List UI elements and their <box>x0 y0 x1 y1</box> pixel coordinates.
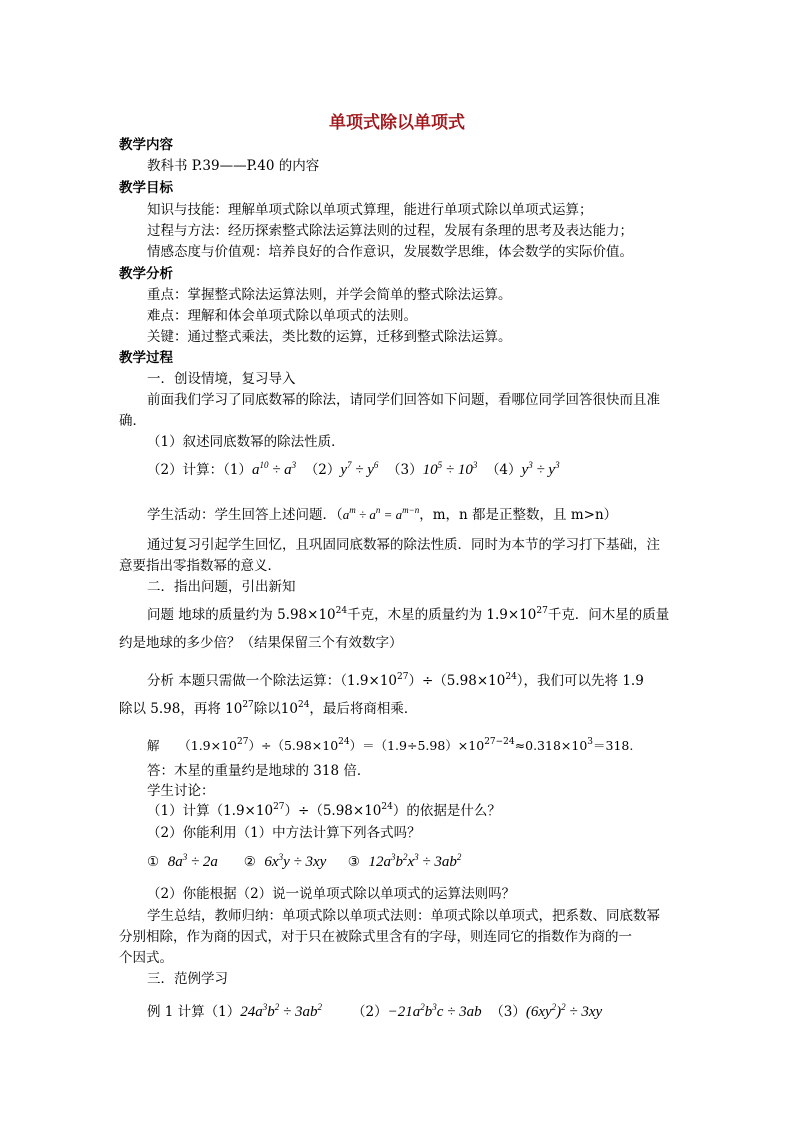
discussion-item-three: （2）你能根据（2）说一说单项式除以单项式的运算法则吗？ <box>147 886 516 902</box>
problem-text <box>147 606 669 624</box>
analysis-part: ）÷（5.98×10 <box>408 673 506 689</box>
summary-line-cont: 个因式。 <box>119 950 173 966</box>
problem-part: 千克．问木星的质量 <box>547 607 670 623</box>
intro-paragraph-cont: 确． <box>119 413 146 429</box>
problem-part: 问题 地球的质量约为 5.98×10 <box>147 607 336 623</box>
discussion-title: 学生讨论： <box>147 783 215 799</box>
intro-paragraph: 前面我们学习了同底数幂的除法，请同学们回答如下问题，看哪位同学回答很快而且准 <box>147 392 660 408</box>
discussion-part: （1）计算（1.9×10 <box>147 803 274 819</box>
math-expression: $y^3 \div y^3$ <box>521 460 560 478</box>
discussion-part: ）的依据是什么？ <box>392 803 501 819</box>
page-title: 单项式除以单项式 <box>329 113 465 133</box>
math-expression: $12a^3b^2x^3 \div 3ab^2$ <box>368 852 462 870</box>
heading-process: 教学过程 <box>119 350 173 366</box>
summary-line-cont: 分别相除，作为商的因式，对于只在被除式里含有的字母，则连同它的指数作为商的一 <box>119 929 632 945</box>
exponent: 27 <box>273 802 285 812</box>
student-activity-text: 学生活动：学生回答上述问题．（ <box>147 507 343 523</box>
problem-text-cont: 约是地球的多少倍？（结果保留三个有效数字） <box>119 635 403 651</box>
exponent: 27 <box>237 737 249 747</box>
math-expression: $24a^3b^2 \div 3ab^2$ <box>240 1002 322 1020</box>
math-expression: $y^7 \div y^6$ <box>340 460 379 478</box>
math-expression: $a^m \div a^n = a^{m-n}$ <box>342 505 420 522</box>
analysis-item: 难点：理解和体会单项式除以单项式的法则。 <box>147 308 417 324</box>
solution-part: ）÷（5.98×10 <box>248 738 339 753</box>
goal-item: 知识与技能：理解单项式除以单项式算理，能进行单项式除以单项式运算； <box>147 202 593 218</box>
exponent: 24 <box>505 672 517 682</box>
heading-analysis: 教学分析 <box>119 266 173 282</box>
circle-number: ③ <box>347 854 360 870</box>
example-part-label: （2） <box>352 1004 388 1020</box>
math-expression: $8a^3 \div 2a$ <box>167 852 218 870</box>
section-two-title: 二．指出问题，引出新知 <box>147 579 296 595</box>
review-paragraph-cont: 意要指出零指数幂的意义． <box>119 558 281 574</box>
exponent: 24 <box>381 802 393 812</box>
math-expression: $(6xy^2)^2 \div 3xy$ <box>525 1002 603 1020</box>
discussion-item-two: （2）你能利用（1）中方法计算下列各式吗？ <box>147 825 421 841</box>
goal-item: 过程与方法：经历探索整式除法运算法则的过程，发展有条理的思考及表达能力； <box>147 223 633 239</box>
question-two <box>147 461 560 479</box>
exponent: 3 <box>587 737 594 747</box>
solution-part: ）＝（1.9÷5.98）×10 <box>349 738 485 753</box>
math-expression: $-21a^2b^3c \div 3ab$ <box>387 1002 482 1020</box>
analysis-part: ），我们可以先将 1.9 <box>516 673 644 689</box>
discussion-part: ）÷（5.98×10 <box>284 803 382 819</box>
question-one: （1）叙述同底数幂的除法性质． <box>147 434 345 450</box>
example-part-label: （3） <box>490 1004 526 1020</box>
exponent: 24 <box>338 737 350 747</box>
section-three-title: 三．范例学习 <box>147 971 228 987</box>
q2-part3-label: （3） <box>387 462 423 478</box>
problem-part: 千克，木星的质量约为 1.9×10 <box>347 607 537 623</box>
exponent: 27 <box>242 700 254 710</box>
review-paragraph: 通过复习引起学生回忆，且巩固同底数幂的除法性质．同时为本节的学习打下基础，注 <box>147 537 660 553</box>
analysis-part: 除以 5.98，再将 10 <box>119 701 243 717</box>
exponent: 27−24 <box>484 737 515 747</box>
math-expression: $6x^3y \div 3xy$ <box>264 852 327 870</box>
math-expression: $10^5 \div 10^3$ <box>422 460 478 478</box>
analysis-part: 分析 本题只需做一个除法运算：（1.9×10 <box>147 673 398 689</box>
example-label: 例 1 计算（1） <box>147 1004 241 1020</box>
circle-number: ② <box>243 854 256 870</box>
q2-part4-label: （4） <box>485 462 522 478</box>
example-line <box>147 1003 602 1021</box>
solution-line <box>147 737 633 755</box>
analysis-part: ，最后将商相乘． <box>309 701 418 717</box>
heading-goals: 教学目标 <box>119 180 173 196</box>
solution-part: ≈0.318×10 <box>514 738 588 753</box>
section-one-title: 一．创设情境，复习导入 <box>147 371 296 387</box>
discussion-item-one <box>147 802 501 820</box>
q2-part2-label: （2） <box>304 462 341 478</box>
analysis-item: 重点：掌握整式除法运算法则，并学会简单的整式除法运算。 <box>147 287 512 303</box>
exponent: 27 <box>536 606 548 616</box>
analysis-part: 除以10 <box>253 701 298 717</box>
exercise-line <box>147 853 461 871</box>
analysis-text-cont <box>119 700 417 718</box>
analysis-text <box>147 672 644 690</box>
solution-part: 解 （1.9×10 <box>147 738 238 753</box>
exponent: 24 <box>297 700 310 710</box>
exponent: 24 <box>335 606 348 616</box>
summary-line: 学生总结，教师归纳：单项式除以单项式法则：单项式除以单项式，把系数、同底数幂 <box>147 908 660 924</box>
exponent: 27 <box>397 672 409 682</box>
student-activity <box>147 506 617 524</box>
analysis-item: 关键：通过整式乘法，类比数的运算，迁移到整式除法运算。 <box>147 329 512 345</box>
solution-part: ＝318. <box>593 738 634 753</box>
goal-item: 情感态度与价值观：培养良好的合作意识，发展数学思维，体会数学的实际价值。 <box>147 244 633 260</box>
content-line: 教科书 P.39——P.40 的内容 <box>147 158 320 174</box>
circle-number: ① <box>147 854 160 870</box>
q2-label: （2）计算：（1） <box>147 462 252 478</box>
answer-line: 答：木星的重量约是地球的 318 倍． <box>147 763 371 779</box>
student-activity-text-cont: ，m，n 都是正整数，且 m>n） <box>419 507 618 523</box>
heading-content: 教学内容 <box>119 137 173 153</box>
math-expression: $a^{10} \div a^3$ <box>251 460 297 478</box>
